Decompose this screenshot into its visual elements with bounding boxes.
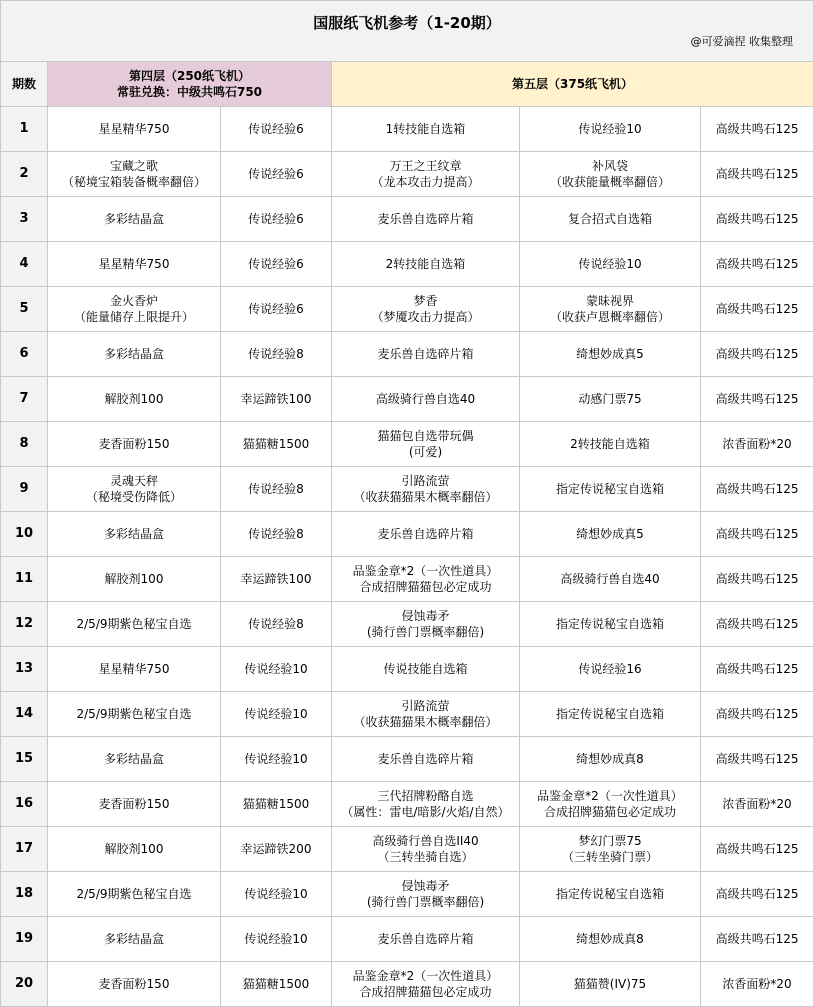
layer4-bonus-cell	[221, 962, 332, 1007]
table-row	[1, 872, 813, 917]
cell-text-line: 高级共鸣石125	[703, 256, 811, 272]
cell-text-line: (骑行兽门票概率翻倍)	[334, 894, 517, 910]
cell-text-line: 传说经验8	[223, 526, 329, 542]
layer5-extra-cell	[701, 557, 813, 602]
cell-text-line: 指定传说秘宝自选箱	[522, 616, 698, 632]
layer5-extra-cell	[701, 152, 813, 197]
period-number-cell: 4	[1, 242, 48, 287]
period-header: 期数	[1, 62, 48, 107]
cell-text-line: （收获能量概率翻倍）	[522, 174, 698, 190]
cell-text-line: 品鉴金章*2（一次性道具）	[334, 968, 517, 984]
cell-text-line: 传说经验10	[223, 661, 329, 677]
cell-text-line: 2/5/9期紫色秘宝自选	[50, 886, 218, 902]
period-number-cell: 6	[1, 332, 48, 377]
credit-label: @可爱滴捏 收集整理	[691, 35, 794, 49]
layer4-bonus-cell	[221, 242, 332, 287]
cell-text-line: 高级共鸣石125	[703, 706, 811, 722]
layer5-extra-cell	[701, 512, 813, 557]
header-row	[1, 62, 813, 107]
table-row	[1, 827, 813, 872]
cell-text-line: 高级共鸣石125	[703, 526, 811, 542]
cell-text-line: 梦香	[334, 293, 517, 309]
layer4-item-cell	[48, 197, 221, 242]
cell-text-line: 三代招牌粉酪自选	[334, 788, 517, 804]
table-row	[1, 557, 813, 602]
period-number-cell: 8	[1, 422, 48, 467]
cell-text-line: 高级共鸣石125	[703, 301, 811, 317]
layer4-bonus-cell	[221, 692, 332, 737]
layer5-bonus-cell	[520, 692, 701, 737]
layer5-item-cell	[332, 377, 520, 422]
cell-text-line: 传说经验8	[223, 481, 329, 497]
layer5-extra-cell	[701, 242, 813, 287]
layer5-item-cell	[332, 737, 520, 782]
table-row	[1, 152, 813, 197]
cell-text-line: 麦香面粉150	[50, 976, 218, 992]
title-bar	[1, 1, 813, 62]
cell-text-line: （三转坐骑自选）	[334, 849, 517, 865]
cell-text-line: 指定传说秘宝自选箱	[522, 481, 698, 497]
cell-text-line: 指定传说秘宝自选箱	[522, 706, 698, 722]
layer4-item-cell	[48, 377, 221, 422]
cell-text-line: 星星精华750	[50, 661, 218, 677]
cell-text-line: 高级共鸣石125	[703, 481, 811, 497]
period-number-cell: 1	[1, 107, 48, 152]
layer4-item-cell	[48, 827, 221, 872]
cell-text-line: 传说经验10	[522, 256, 698, 272]
cell-text-line: 多彩结晶盒	[50, 526, 218, 542]
cell-text-line: 猫猫糖1500	[223, 436, 329, 452]
cell-text-line: 万王之王纹章	[334, 158, 517, 174]
cell-text-line: 高级共鸣石125	[703, 751, 811, 767]
cell-text-line: 麦香面粉150	[50, 796, 218, 812]
layer4-item-cell	[48, 287, 221, 332]
cell-text-line: 传说经验16	[522, 661, 698, 677]
cell-text-line: 传说经验6	[223, 211, 329, 227]
table-row	[1, 737, 813, 782]
layer4-item-cell	[48, 467, 221, 512]
cell-text-line: 高级共鸣石125	[703, 346, 811, 362]
table-row	[1, 377, 813, 422]
cell-text-line: 麦乐兽自选碎片箱	[334, 751, 517, 767]
cell-text-line: （三转坐骑门票）	[522, 849, 698, 865]
period-number-cell: 11	[1, 557, 48, 602]
layer5-item-cell	[332, 332, 520, 377]
period-number-cell: 3	[1, 197, 48, 242]
table-row	[1, 512, 813, 557]
table-row	[1, 242, 813, 287]
cell-text-line: （秘境受伤降低）	[50, 489, 218, 505]
period-number-cell: 18	[1, 872, 48, 917]
cell-text-line: 品鉴金章*2（一次性道具）	[522, 788, 698, 804]
layer5-bonus-cell	[520, 872, 701, 917]
layer5-bonus-cell	[520, 782, 701, 827]
period-number-cell: 10	[1, 512, 48, 557]
cell-text-line: 传说经验10	[223, 751, 329, 767]
cell-text-line: 浓香面粉*20	[703, 976, 811, 992]
cell-text-line: (可爱)	[334, 444, 517, 460]
cell-text-line: 高级共鸣石125	[703, 886, 811, 902]
cell-text-line: 高级共鸣石125	[703, 391, 811, 407]
layer4-header-line1: 第四层（250纸飞机）	[50, 68, 329, 84]
layer5-item-cell	[332, 152, 520, 197]
layer5-header: 第五层（375纸飞机）	[332, 62, 813, 107]
period-number-cell: 12	[1, 602, 48, 647]
cell-text-line: 宝藏之歌	[50, 158, 218, 174]
layer5-item-cell	[332, 197, 520, 242]
layer4-bonus-cell	[221, 827, 332, 872]
layer5-extra-cell	[701, 917, 813, 962]
cell-text-line: 幸运蹄铁100	[223, 391, 329, 407]
layer4-item-cell	[48, 737, 221, 782]
cell-text-line: 引路流萤	[334, 698, 517, 714]
layer5-extra-cell	[701, 737, 813, 782]
layer4-item-cell	[48, 872, 221, 917]
layer4-bonus-cell	[221, 782, 332, 827]
layer5-item-cell	[332, 782, 520, 827]
layer4-bonus-cell	[221, 422, 332, 467]
layer5-bonus-cell	[520, 737, 701, 782]
cell-text-line: 传说技能自选箱	[334, 661, 517, 677]
layer4-bonus-cell	[221, 917, 332, 962]
layer5-extra-cell	[701, 107, 813, 152]
layer4-item-cell	[48, 917, 221, 962]
cell-text-line: 星星精华750	[50, 256, 218, 272]
cell-text-line: 高级骑行兽自选40	[522, 571, 698, 587]
cell-text-line: 2/5/9期紫色秘宝自选	[50, 616, 218, 632]
cell-text-line: 传说经验6	[223, 166, 329, 182]
period-number-cell: 5	[1, 287, 48, 332]
period-number-cell: 17	[1, 827, 48, 872]
page-title: 国服纸飞机参考（1-20期）	[1, 13, 813, 33]
table-row	[1, 287, 813, 332]
table-row	[1, 332, 813, 377]
cell-text-line: 绮想妙成真5	[522, 526, 698, 542]
layer5-item-cell	[332, 107, 520, 152]
layer5-extra-cell	[701, 467, 813, 512]
layer4-bonus-cell	[221, 737, 332, 782]
layer4-item-cell	[48, 422, 221, 467]
layer4-item-cell	[48, 107, 221, 152]
cell-text-line: 多彩结晶盒	[50, 751, 218, 767]
cell-text-line: 高级骑行兽自选ⅠⅠ40	[334, 833, 517, 849]
layer5-bonus-cell	[520, 557, 701, 602]
cell-text-line: 2转技能自选箱	[334, 256, 517, 272]
cell-text-line: 侵蚀毒矛	[334, 608, 517, 624]
table-row	[1, 467, 813, 512]
cell-text-line: （收获猫猫果木概率翻倍）	[334, 489, 517, 505]
layer5-item-cell	[332, 872, 520, 917]
cell-text-line: 麦乐兽自选碎片箱	[334, 211, 517, 227]
layer4-item-cell	[48, 647, 221, 692]
cell-text-line: 麦香面粉150	[50, 436, 218, 452]
cell-text-line: (骑行兽门票概率翻倍)	[334, 624, 517, 640]
cell-text-line: 传说经验10	[223, 886, 329, 902]
cell-text-line: 多彩结晶盒	[50, 346, 218, 362]
cell-text-line: 绮想妙成真5	[522, 346, 698, 362]
cell-text-line: （属性：雷电/暗影/火焰/自然）	[334, 804, 517, 820]
cell-text-line: 麦乐兽自选碎片箱	[334, 526, 517, 542]
layer5-item-cell	[332, 512, 520, 557]
layer5-bonus-cell	[520, 242, 701, 287]
cell-text-line: 指定传说秘宝自选箱	[522, 886, 698, 902]
layer5-bonus-cell	[520, 512, 701, 557]
layer5-extra-cell	[701, 377, 813, 422]
period-number-cell: 16	[1, 782, 48, 827]
cell-text-line: 猫猫糖1500	[223, 976, 329, 992]
cell-text-line: 补风袋	[522, 158, 698, 174]
layer5-bonus-cell	[520, 647, 701, 692]
cell-text-line: 多彩结晶盒	[50, 931, 218, 947]
table-row	[1, 692, 813, 737]
cell-text-line: 幸运蹄铁200	[223, 841, 329, 857]
period-number-cell: 14	[1, 692, 48, 737]
layer5-bonus-cell	[520, 287, 701, 332]
layer5-extra-cell	[701, 602, 813, 647]
cell-text-line: 高级共鸣石125	[703, 211, 811, 227]
layer5-extra-cell	[701, 962, 813, 1007]
layer5-bonus-cell	[520, 827, 701, 872]
layer4-bonus-cell	[221, 512, 332, 557]
cell-text-line: 浓香面粉*20	[703, 436, 811, 452]
layer4-item-cell	[48, 512, 221, 557]
layer4-bonus-cell	[221, 332, 332, 377]
layer5-bonus-cell	[520, 197, 701, 242]
cell-text-line: （梦魇攻击力提高）	[334, 309, 517, 325]
layer4-bonus-cell	[221, 467, 332, 512]
cell-text-line: （秘境宝箱装备概率翻倍）	[50, 174, 218, 190]
cell-text-line: 传说经验10	[522, 121, 698, 137]
layer5-item-cell	[332, 917, 520, 962]
table-row	[1, 962, 813, 1007]
layer4-bonus-cell	[221, 152, 332, 197]
layer4-item-cell	[48, 152, 221, 197]
cell-text-line: 高级骑行兽自选40	[334, 391, 517, 407]
cell-text-line: 传说经验8	[223, 616, 329, 632]
layer5-extra-cell	[701, 692, 813, 737]
cell-text-line: 传说经验8	[223, 346, 329, 362]
cell-text-line: 传说经验10	[223, 706, 329, 722]
layer4-item-cell	[48, 692, 221, 737]
table-row	[1, 107, 813, 152]
layer5-extra-cell	[701, 332, 813, 377]
cell-text-line: 猫猫赞(IV)75	[522, 976, 698, 992]
layer5-item-cell	[332, 467, 520, 512]
cell-text-line: 蒙昧视界	[522, 293, 698, 309]
layer4-item-cell	[48, 962, 221, 1007]
layer4-header-line2: 常驻兑换：中级共鸣石750	[50, 84, 329, 100]
layer4-item-cell	[48, 242, 221, 287]
table-row	[1, 602, 813, 647]
cell-text-line: 传说经验6	[223, 121, 329, 137]
cell-text-line: 高级共鸣石125	[703, 616, 811, 632]
layer5-extra-cell	[701, 422, 813, 467]
cell-text-line: 猫猫包自选带玩偶	[334, 428, 517, 444]
layer5-item-cell	[332, 647, 520, 692]
layer5-bonus-cell	[520, 422, 701, 467]
cell-text-line: 合成招牌猫猫包必定成功	[334, 984, 517, 1000]
layer4-bonus-cell	[221, 647, 332, 692]
cell-text-line: 高级共鸣石125	[703, 571, 811, 587]
cell-text-line: 高级共鸣石125	[703, 841, 811, 857]
layer4-bonus-cell	[221, 602, 332, 647]
layer4-bonus-cell	[221, 872, 332, 917]
layer5-extra-cell	[701, 647, 813, 692]
cell-text-line: 解胶剂100	[50, 571, 218, 587]
cell-text-line: （龙本攻击力提高）	[334, 174, 517, 190]
cell-text-line: 合成招牌猫猫包必定成功	[334, 579, 517, 595]
cell-text-line: 麦乐兽自选碎片箱	[334, 346, 517, 362]
period-number-cell: 7	[1, 377, 48, 422]
layer4-bonus-cell	[221, 287, 332, 332]
period-number-cell: 13	[1, 647, 48, 692]
cell-text-line: 传说经验10	[223, 931, 329, 947]
cell-text-line: 浓香面粉*20	[703, 796, 811, 812]
cell-text-line: 金火香炉	[50, 293, 218, 309]
layer5-bonus-cell	[520, 377, 701, 422]
period-number-cell: 15	[1, 737, 48, 782]
table-row	[1, 197, 813, 242]
cell-text-line: 合成招牌猫猫包必定成功	[522, 804, 698, 820]
layer5-item-cell	[332, 602, 520, 647]
layer5-bonus-cell	[520, 602, 701, 647]
layer5-bonus-cell	[520, 467, 701, 512]
cell-text-line: （能量储存上限提升）	[50, 309, 218, 325]
layer4-bonus-cell	[221, 197, 332, 242]
layer5-item-cell	[332, 242, 520, 287]
layer5-bonus-cell	[520, 962, 701, 1007]
cell-text-line: 绮想妙成真8	[522, 931, 698, 947]
cell-text-line: 梦幻门票75	[522, 833, 698, 849]
cell-text-line: 多彩结晶盒	[50, 211, 218, 227]
cell-text-line: 猫猫糖1500	[223, 796, 329, 812]
cell-text-line: 品鉴金章*2（一次性道具）	[334, 563, 517, 579]
cell-text-line: 解胶剂100	[50, 391, 218, 407]
cell-text-line: 2/5/9期紫色秘宝自选	[50, 706, 218, 722]
cell-text-line: （收获猫猫果木概率翻倍）	[334, 714, 517, 730]
cell-text-line: 幸运蹄铁100	[223, 571, 329, 587]
cell-text-line: 高级共鸣石125	[703, 166, 811, 182]
layer4-item-cell	[48, 557, 221, 602]
cell-text-line: （收获卢恩概率翻倍）	[522, 309, 698, 325]
layer5-extra-cell	[701, 197, 813, 242]
table-row	[1, 422, 813, 467]
period-number-cell: 9	[1, 467, 48, 512]
cell-text-line: 2转技能自选箱	[522, 436, 698, 452]
layer4-bonus-cell	[221, 557, 332, 602]
period-number-cell: 19	[1, 917, 48, 962]
table-row	[1, 917, 813, 962]
layer4-item-cell	[48, 602, 221, 647]
layer4-bonus-cell	[221, 107, 332, 152]
layer5-item-cell	[332, 692, 520, 737]
layer5-item-cell	[332, 422, 520, 467]
layer5-extra-cell	[701, 287, 813, 332]
cell-text-line: 麦乐兽自选碎片箱	[334, 931, 517, 947]
layer5-bonus-cell	[520, 917, 701, 962]
cell-text-line: 1转技能自选箱	[334, 121, 517, 137]
table-row	[1, 647, 813, 692]
layer4-bonus-cell	[221, 377, 332, 422]
cell-text-line: 复合招式自选箱	[522, 211, 698, 227]
layer5-item-cell	[332, 557, 520, 602]
period-number-cell: 20	[1, 962, 48, 1007]
layer5-item-cell	[332, 287, 520, 332]
layer5-item-cell	[332, 827, 520, 872]
cell-text-line: 动感门票75	[522, 391, 698, 407]
cell-text-line: 高级共鸣石125	[703, 661, 811, 677]
cell-text-line: 传说经验6	[223, 301, 329, 317]
cell-text-line: 侵蚀毒矛	[334, 878, 517, 894]
layer5-item-cell	[332, 962, 520, 1007]
cell-text-line: 绮想妙成真8	[522, 751, 698, 767]
cell-text-line: 高级共鸣石125	[703, 931, 811, 947]
layer5-bonus-cell	[520, 332, 701, 377]
layer5-bonus-cell	[520, 107, 701, 152]
cell-text-line: 引路流萤	[334, 473, 517, 489]
cell-text-line: 传说经验6	[223, 256, 329, 272]
layer5-bonus-cell	[520, 152, 701, 197]
layer5-extra-cell	[701, 872, 813, 917]
cell-text-line: 星星精华750	[50, 121, 218, 137]
period-number-cell: 2	[1, 152, 48, 197]
table-row	[1, 782, 813, 827]
layer5-extra-cell	[701, 782, 813, 827]
layer4-item-cell	[48, 782, 221, 827]
layer5-extra-cell	[701, 827, 813, 872]
cell-text-line: 灵魂天秤	[50, 473, 218, 489]
layer4-header	[48, 62, 332, 107]
cell-text-line: 解胶剂100	[50, 841, 218, 857]
layer4-item-cell	[48, 332, 221, 377]
cell-text-line: 高级共鸣石125	[703, 121, 811, 137]
